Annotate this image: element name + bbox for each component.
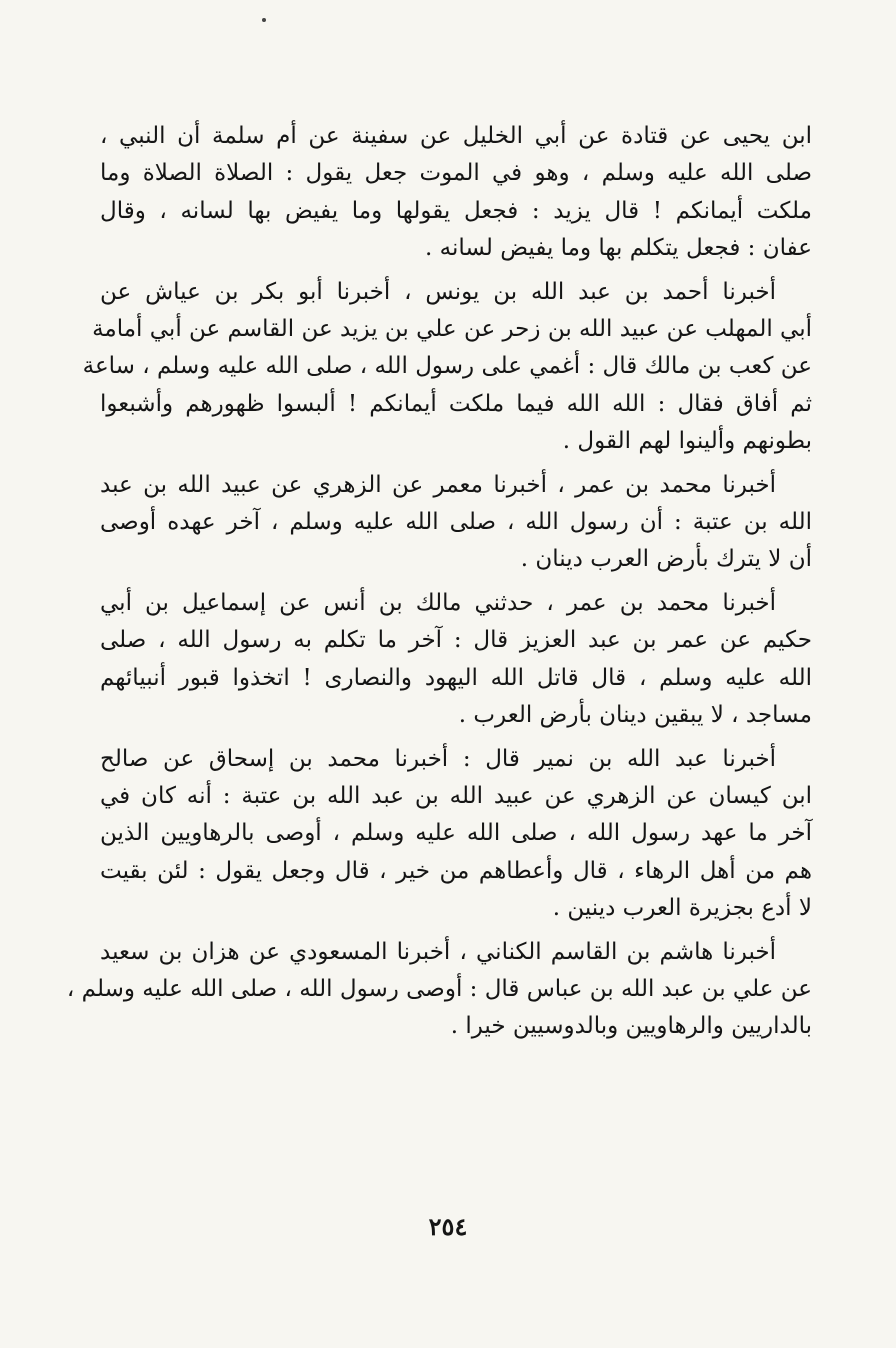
text-line: أخبرنا محمد بن عمر ، أخبرنا معمر عن الزهري عن عبيد الله بن عبد: [100, 471, 776, 498]
text-line: ملكت أيمانكم ! قال يزيد : فجعل يقولها وما يفيض بها لسانه ، وقال: [100, 197, 812, 224]
text-line: أخبرنا أحمد بن عبد الله بن يونس ، أخبرنا أبو بكر بن عياش عن: [100, 278, 776, 305]
text-line: ابن كيسان عن الزهري عن عبيد الله بن عبد الله بن عتبة : أنه كان في: [100, 782, 812, 809]
text-line: صلى الله عليه وسلم ، وهو في الموت جعل يقول : الصلاة الصلاة وما: [100, 160, 812, 187]
text-line: الله بن عتبة : أن رسول الله ، صلى الله عليه وسلم ، آخر عهده أوصى: [100, 509, 812, 536]
text-line: أبي المهلب عن عبيد الله بن زحر عن علي بن يزيد عن القاسم عن أبي أمامة: [92, 316, 812, 343]
paragraph: [66, 934, 812, 1046]
paragraph: [100, 467, 812, 579]
text-line: أخبرنا عبد الله بن نمير قال : أخبرنا محمد بن إسحاق عن صالح: [100, 745, 776, 772]
text-line: عن كعب بن مالك قال : أغمي على رسول الله ، صلى الله عليه وسلم ، ساعة: [82, 353, 812, 380]
page-number: ٢٥٤: [428, 1212, 468, 1241]
text-line: أن لا يترك بأرض العرب دينان .: [520, 546, 812, 573]
margin-speck: [262, 18, 266, 22]
text-line: ابن يحيى عن قتادة عن أبي الخليل عن سفينة عن أم سلمة أن النبي ،: [100, 123, 812, 149]
text-line: عن علي بن عبد الله بن عباس قال : أوصى رسول الله ، صلى الله عليه وسلم ،: [66, 975, 812, 1002]
text-line: ثم أفاق فقال : الله الله فيما ملكت أيمانكم ! ألبسوا ظهورهم وأشبعوا: [100, 390, 812, 417]
text-line: أخبرنا هاشم بن القاسم الكناني ، أخبرنا المسعودي عن هزان بن سعيد: [100, 938, 776, 965]
text-line: آخر ما عهد رسول الله ، صلى الله عليه وسلم ، أوصى بالرهاويين الذين: [100, 820, 812, 847]
text-line: بالداريين والرهاويين وبالدوسيين خيرا .: [450, 1013, 812, 1040]
paragraph: [100, 741, 812, 928]
paragraph: [100, 118, 812, 268]
paragraph: [82, 274, 812, 461]
text-line: عفان : فجعل يتكلم بها وما يفيض لسانه .: [425, 235, 812, 262]
page-body: [66, 118, 812, 1052]
text-line: هم من أهل الرهاء ، قال وأعطاهم من خير ، قال وجعل يقول : لئن بقيت: [100, 857, 812, 884]
paragraph: [100, 585, 812, 735]
text-line: لا أدع بجزيرة العرب دينين .: [552, 895, 812, 922]
text-line: أخبرنا محمد بن عمر ، حدثني مالك بن أنس عن إسماعيل بن أبي: [100, 589, 776, 616]
text-line: الله عليه وسلم ، قال قاتل الله اليهود والنصارى ! اتخذوا قبور أنبيائهم: [100, 664, 812, 691]
text-line: مساجد ، لا يبقين دينان بأرض العرب .: [458, 702, 812, 729]
text-line: حكيم عن عمر بن عبد العزيز قال : آخر ما تكلم به رسول الله ، صلى: [100, 627, 812, 654]
text-line: بطونهم وألينوا لهم القول .: [562, 428, 812, 455]
